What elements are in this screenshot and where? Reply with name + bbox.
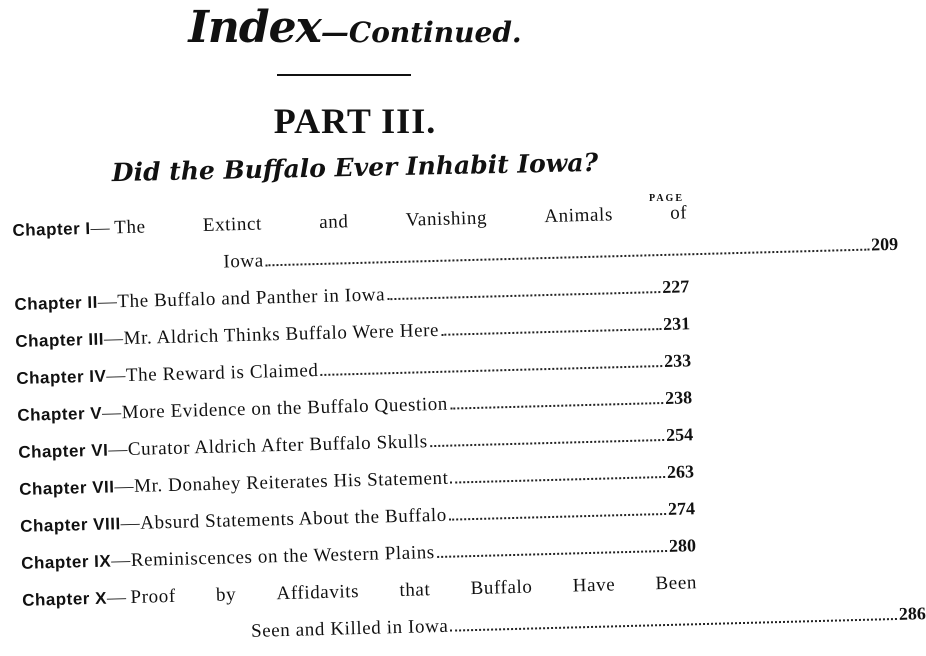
leader-dots	[266, 249, 869, 267]
chapter-title: Reminiscences on the Western Plains	[130, 542, 436, 572]
chapter-label: Chapter IV	[16, 366, 107, 388]
chapter-title-continuation: Iowa	[223, 250, 265, 273]
index-title-main: Index	[188, 2, 321, 53]
chapter-label: Chapter III	[15, 329, 105, 351]
chapter-page-number: 231	[662, 313, 691, 334]
leader-dots	[437, 550, 667, 558]
chapter-title: Curator Aldrich After Buffalo Skulls	[127, 431, 428, 461]
chapter-title-continuation: Seen and Killed in Iowa	[250, 615, 449, 642]
leader-dots	[441, 328, 661, 336]
leader-dots	[449, 513, 666, 521]
chapter-separator: —	[101, 402, 122, 424]
chapter-title: Absurd Statements About the Buffalo	[139, 504, 448, 534]
table-of-contents	[12, 194, 926, 656]
chapter-title: Mr. Aldrich Thinks Buffalo Were Here	[123, 319, 440, 350]
chapter-title: More Evidence on the Buffalo Question	[121, 393, 449, 424]
chapter-page-number: 286	[898, 603, 926, 624]
chapter-page-number: 233	[663, 350, 692, 371]
chapter-title-word: Been	[655, 572, 698, 595]
chapter-page-number: 209	[870, 233, 899, 255]
chapter-title-word: Extinct	[202, 213, 263, 237]
chapter-page-number: 227	[661, 276, 690, 298]
title-divider	[277, 74, 411, 76]
leader-dots	[450, 402, 663, 410]
chapter-label: Chapter X	[21, 588, 108, 610]
chapter-separator: —	[120, 512, 141, 535]
chapter-label: Chapter VI	[18, 440, 109, 462]
chapter-title: Mr. Donahey Reiterates His Statement	[133, 467, 449, 497]
chapter-title-word: by	[215, 584, 237, 606]
chapter-page-number: 263	[666, 461, 695, 482]
page-column-heading: PAGE	[648, 193, 684, 204]
chapter-page-number: 274	[667, 498, 696, 519]
chapter-label: Chapter II	[14, 292, 99, 314]
leader-dots	[321, 365, 663, 376]
chapter-separator: —	[106, 587, 127, 609]
chapter-separator: —	[108, 439, 129, 461]
chapter-separator: —	[90, 217, 111, 239]
chapter-page-number: 238	[664, 387, 693, 408]
chapter-page-number: 254	[665, 424, 694, 445]
chapter-title-word: Vanishing	[405, 207, 488, 231]
chapter-page-number: 280	[668, 535, 697, 556]
chapter-title-word: Affidavits	[276, 581, 360, 605]
chapter-separator: —	[103, 328, 124, 350]
chapter-title: The Buffalo and Panther in Iowa	[117, 284, 386, 313]
chapter-label: Chapter V	[17, 403, 103, 425]
chapter-title-word: Proof	[130, 585, 177, 609]
chapter-title: The Reward is Claimed	[125, 360, 319, 387]
part-heading: PART III.	[273, 101, 437, 141]
chapter-title-word: of	[669, 202, 688, 224]
index-title	[0, 2, 710, 53]
chapter-label: Chapter IX	[20, 551, 112, 573]
chapter-separator: —	[114, 475, 135, 498]
chapter-label: Chapter VII	[19, 477, 115, 499]
chapter-title-word: Buffalo	[470, 576, 533, 600]
leader-dots	[451, 476, 666, 484]
leader-dots	[451, 618, 897, 632]
chapter-title-word: Have	[572, 574, 616, 597]
chapter-label: Chapter I	[12, 218, 91, 240]
part-subtitle: Did the Buffalo Ever Inhabit Iowa?	[111, 147, 599, 188]
leader-dots	[387, 291, 660, 300]
chapter-title-word: that	[399, 579, 431, 601]
chapter-separator: —	[97, 291, 118, 313]
chapter-separator: —	[110, 550, 132, 572]
chapter-title-word: and	[318, 211, 349, 233]
chapter-title-word: The	[113, 216, 146, 239]
leader-dots	[430, 439, 664, 447]
chapter-label: Chapter VIII	[19, 514, 121, 536]
chapter-separator: —	[106, 365, 127, 387]
chapter-title-word: Animals	[544, 204, 614, 228]
index-title-continued: —Continued.	[320, 16, 522, 49]
